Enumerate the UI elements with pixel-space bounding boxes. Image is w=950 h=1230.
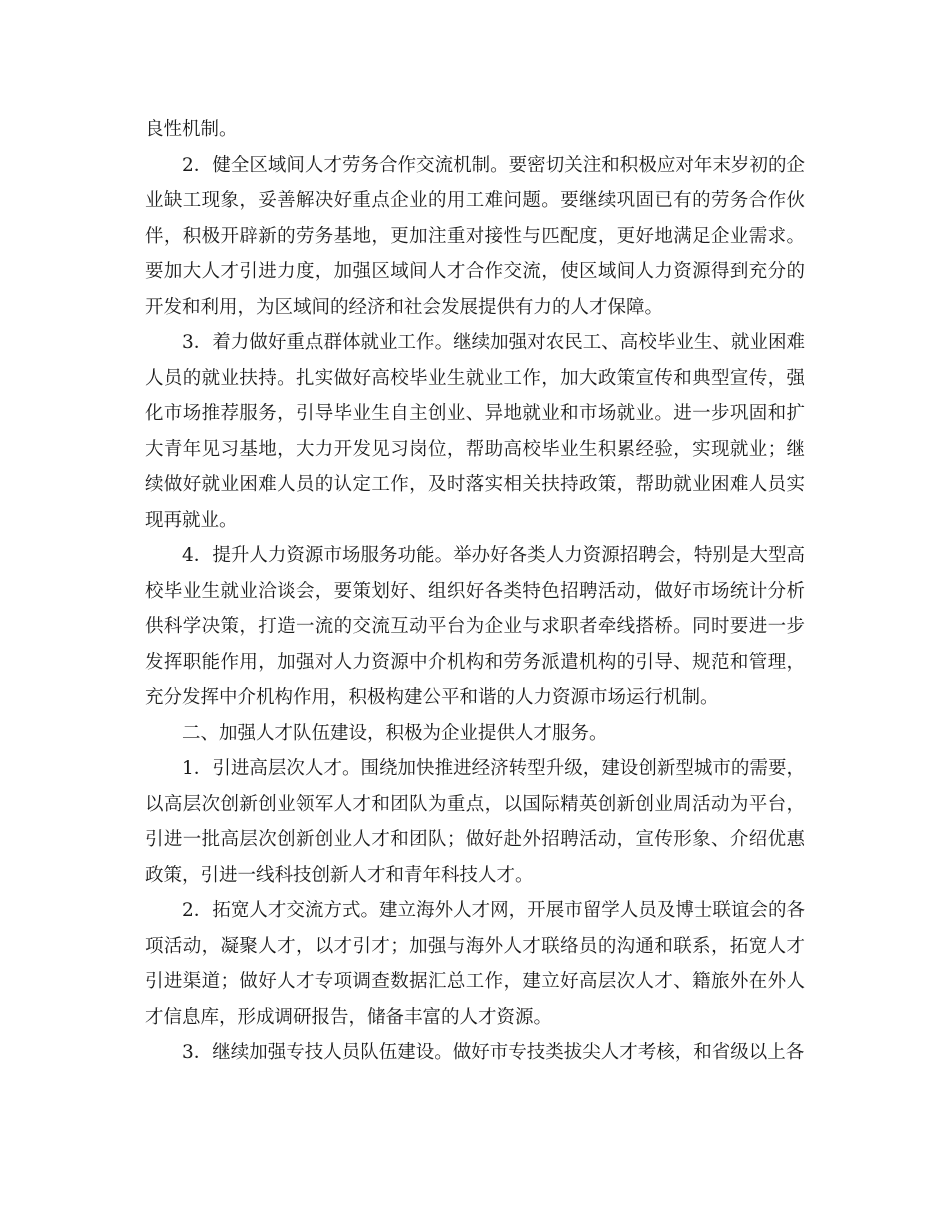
section-heading-talent-team: 二、加强人才队伍建设，积极为企业提供人才服务。 [182, 722, 608, 744]
paragraph-continuation: 良性机制。 [145, 119, 238, 140]
paragraph-hr-market-services: 4．提升人力资源市场服务功能。举办好各类人力资源招聘会，特别是大型高校毕业生就业洽谈会，要策划好、组织好各类特色招聘活动，做好市场统计分析供科学决策，打造一流的交流互动平台为企业与求职者牵线搭桥。同时要进一步发挥职能作用，加强对人力资源中介机构和劳务派遣机构的引导、规范和管理，充分发挥中介机构作用，积极构建公平和谐的人力资源市场运行机制。 [145, 545, 805, 708]
document-body [145, 112, 805, 1071]
paragraph-professional-staff: 3．继续加强专技人员队伍建设。做好市专技类拔尖人才考核，和省级以上各 [182, 1042, 805, 1063]
paragraph-high-level-talent: 1．引进高层次人才。围绕加快推进经济转型升级，建设创新型城市的需要，以高层次创新创业领军人才和团队为重点，以国际精英创新创业周活动为平台，引进一批高层次创新创业人才和团队；做好赴外招聘活动，宣传形象、介绍优惠政策，引进一线科技创新人才和青年科技人才。 [145, 758, 805, 886]
paragraph-talent-exchange: 2．拓宽人才交流方式。建立海外人才网，开展市留学人员及博士联谊会的各项活动，凝聚人才，以才引才；加强与海外人才联络员的沟通和联系，拓宽人才引进渠道；做好人才专项调查数据汇总工作，建立好高层次人才、籍旅外在外人才信息库，形成调研报告，储备丰富的人才资源。 [145, 900, 805, 1028]
paragraph-labor-cooperation: 2．健全区域间人才劳务合作交流机制。要密切关注和积极应对年末岁初的企业缺工现象，妥善解决好重点企业的用工难问题。要继续巩固已有的劳务合作伙伴，积极开辟新的劳务基地，更加注重对接性与匹配度，更好地满足企业需求。要加大人才引进力度，加强区域间人才合作交流，使区域间人力资源得到充分的开发和利用，为区域间的经济和社会发展提供有力的人才保障。 [145, 154, 805, 318]
paragraph-key-groups-employment: 3．着力做好重点群体就业工作。继续加强对农民工、高校毕业生、就业困难人员的就业扶持。扎实做好高校毕业生就业工作，加大政策宣传和典型宣传，强化市场推荐服务，引导毕业生自主创业、异地就业和市场就业。进一步巩固和扩大青年见习基地，大力开发见习岗位，帮助高校毕业生积累经验，实现就业；继续做好就业困难人员的认定工作，及时落实相关扶持政策，帮助就业困难人员实现再就业。 [145, 332, 805, 531]
